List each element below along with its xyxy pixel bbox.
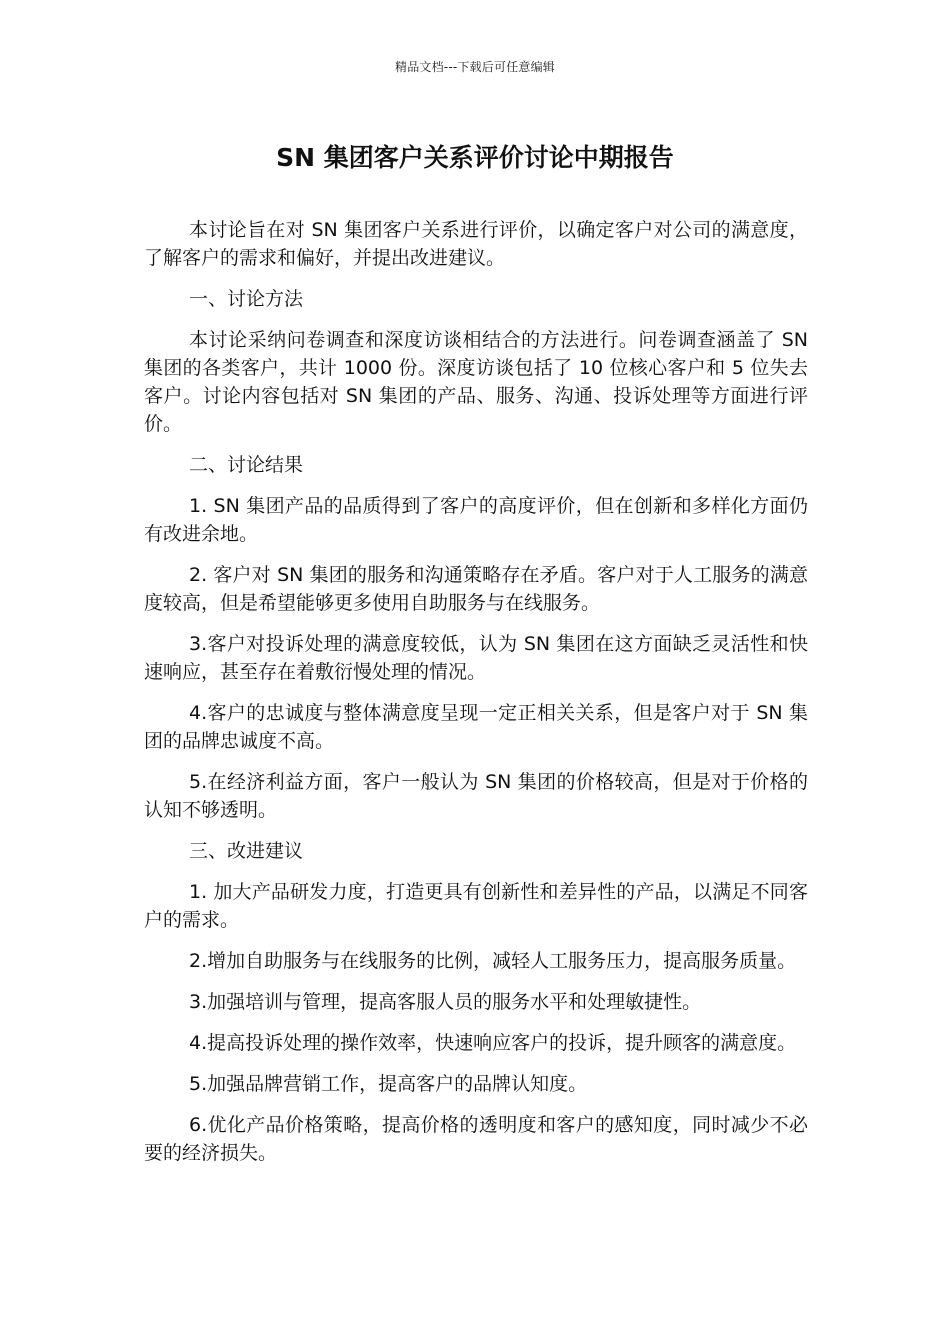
suggestion-item: 1. 加大产品研发力度，打造更具有创新性和差异性的产品，以满足不同客户的需求。	[144, 881, 808, 931]
header-note: 精品文档---下载后可任意编辑	[395, 60, 555, 74]
document-title: SN 集团客户关系评价讨论中期报告	[276, 143, 674, 172]
result-item: 2. 客户对 SN 集团的服务和沟通策略存在矛盾。客户对于人工服务的满意度较高，但是希望能够更多使用自助服务与在线服务。	[144, 564, 808, 614]
suggestion-item: 4.提高投诉处理的操作效率，快速响应客户的投诉，提升顾客的满意度。	[189, 1032, 797, 1054]
intro-paragraph: 本讨论旨在对 SN 集团客户关系进行评价，以确定客户对公司的满意度，了解客户的需求和偏好，并提出改进建议。	[144, 219, 808, 269]
methods-paragraph: 本讨论采纳问卷调查和深度访谈相结合的方法进行。问卷调查涵盖了 SN 集团的各类客户，共计 1000 份。深度访谈包括了 10 位核心客户和 5 位失去客户。讨论内容包括对 SN 集团的产品、服务、沟通、投诉处理等方面进行评价。	[144, 329, 808, 435]
result-item: 4.客户的忠诚度与整体满意度呈现一定正相关关系，但是客户对于 SN 集团的品牌忠诚度不高。	[144, 702, 808, 752]
section-heading-suggestions: 三、改进建议	[189, 840, 304, 862]
result-item: 1. SN 集团产品的品质得到了客户的高度评价，但在创新和多样化方面仍有改进余地。	[144, 495, 808, 545]
suggestion-item: 2.增加自助服务与在线服务的比例，减轻人工服务压力，提高服务质量。	[189, 950, 797, 972]
suggestion-item: 3.加强培训与管理，提高客服人员的服务水平和处理敏捷性。	[189, 991, 702, 1013]
suggestion-item: 5.加强品牌营销工作，提高客户的品牌认知度。	[189, 1073, 588, 1095]
section-heading-methods: 一、讨论方法	[189, 288, 304, 310]
section-heading-results: 二、讨论结果	[189, 454, 304, 476]
document-body	[144, 216, 808, 1180]
result-item: 3.客户对投诉处理的满意度较低，认为 SN 集团在这方面缺乏灵活性和快速响应，甚至存在着敷衍慢处理的情况。	[144, 633, 808, 683]
suggestion-item: 6.优化产品价格策略，提高价格的透明度和客户的感知度，同时减少不必要的经济损失。	[144, 1114, 808, 1164]
result-item: 5.在经济利益方面，客户一般认为 SN 集团的价格较高，但是对于价格的认知不够透明。	[144, 771, 808, 821]
